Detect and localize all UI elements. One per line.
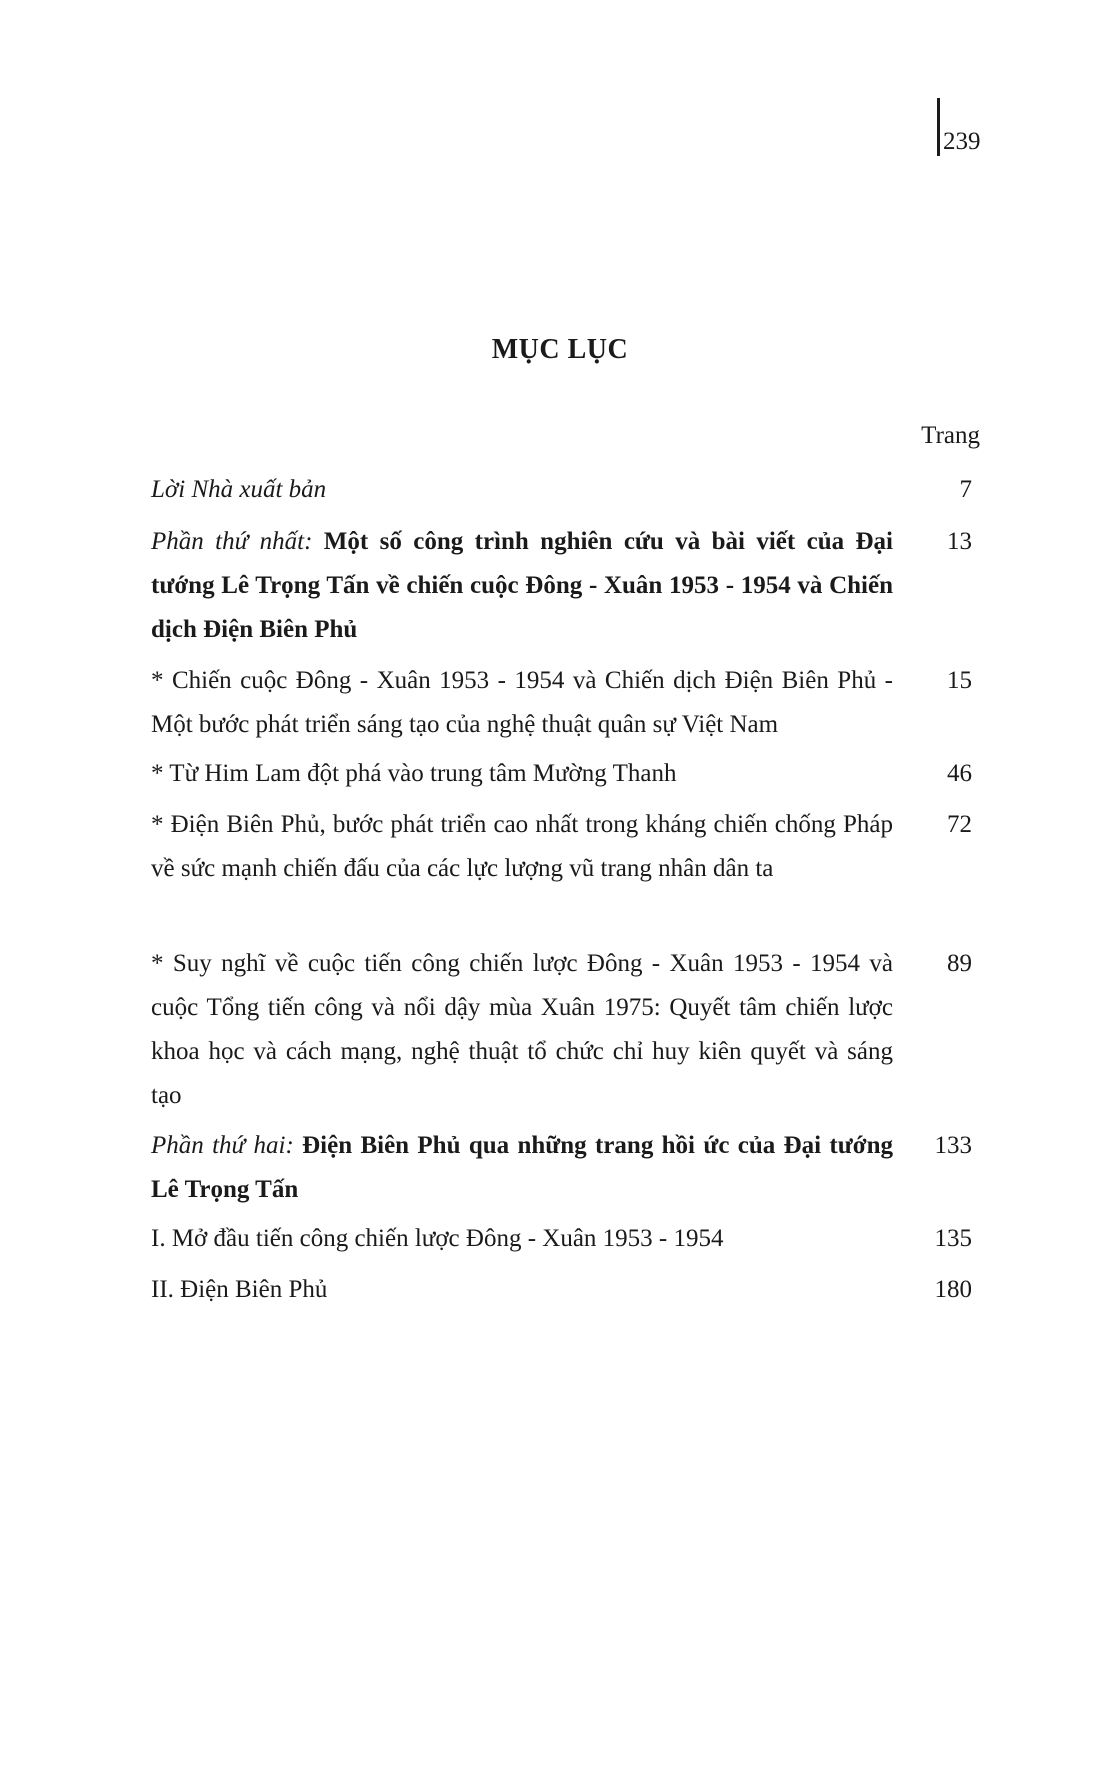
toc-entry-text: II. Điện Biên Phủ [151,1276,328,1303]
toc-entry-text: * Suy nghĩ về cuộc tiến công chiến lược Đông - Xuân 1953 - 1954 và cuộc Tổng tiến công và nổi dậy mùa Xuân 1975: Quyết tâm chiến lược khoa học và cách mạng, nghệ thuật tổ chức chỉ huy kiên quyết và sáng tạo [151,950,893,1109]
toc-entry-text: * Chiến cuộc Đông - Xuân 1953 - 1954 và Chiến dịch Điện Biên Phủ - Một bước phát triển sáng tạo của nghệ thuật quân sự Việt Nam [151,667,893,738]
toc-entry-page: 72 [947,811,972,838]
toc-entry-part-two [151,1124,893,1212]
part-label: Phần thứ hai: [151,1132,294,1159]
part-title: Một số công trình nghiên cứu và bài viết của Đại tướng Lê Trọng Tấn về chiến cuộc Đông - Xuân 1953 - 1954 và Chiến dịch Điện Biên Phủ [151,528,893,643]
toc-entry [151,1268,893,1312]
toc-entry [151,803,893,891]
toc-entry-page: 135 [934,1225,972,1252]
toc-entry [151,752,893,796]
toc-entry-text: I. Mở đầu tiến công chiến lược Đông - Xuân 1953 - 1954 [151,1225,724,1252]
toc-entry-text: Lời Nhà xuất bản [151,476,327,503]
toc-entry-page: 7 [959,476,972,503]
page-number: 239 [943,128,981,155]
toc-title: MỤC LỤC [491,334,629,365]
part-title: Điện Biên Phủ qua những trang hồi ức của Đại tướng Lê Trọng Tấn [151,1132,894,1203]
toc-entry-page: 15 [947,667,972,694]
toc-entry-page: 180 [934,1276,972,1303]
toc-entry-publisher-note [151,468,893,512]
page-number-rule [937,98,940,156]
toc-entry-part-one [151,520,893,652]
part-label: Phần thứ nhất: [151,528,313,555]
toc-entry [151,942,893,1118]
toc-entry-page: 133 [934,1132,972,1159]
toc-entry-text: * Điện Biên Phủ, bước phát triển cao nhất trong kháng chiến chống Pháp về sức mạnh chiến đấu của các lực lượng vũ trang nhân dân ta [151,811,893,882]
toc-entry [151,659,893,747]
toc-entry-text: * Từ Him Lam đột phá vào trung tâm Mường Thanh [151,760,677,787]
toc-entry-page: 46 [947,760,972,787]
page-column-header: Trang [921,422,980,449]
toc-entry-page: 89 [947,950,972,977]
toc-entry-page: 13 [947,528,972,555]
toc-entry [151,1217,893,1261]
